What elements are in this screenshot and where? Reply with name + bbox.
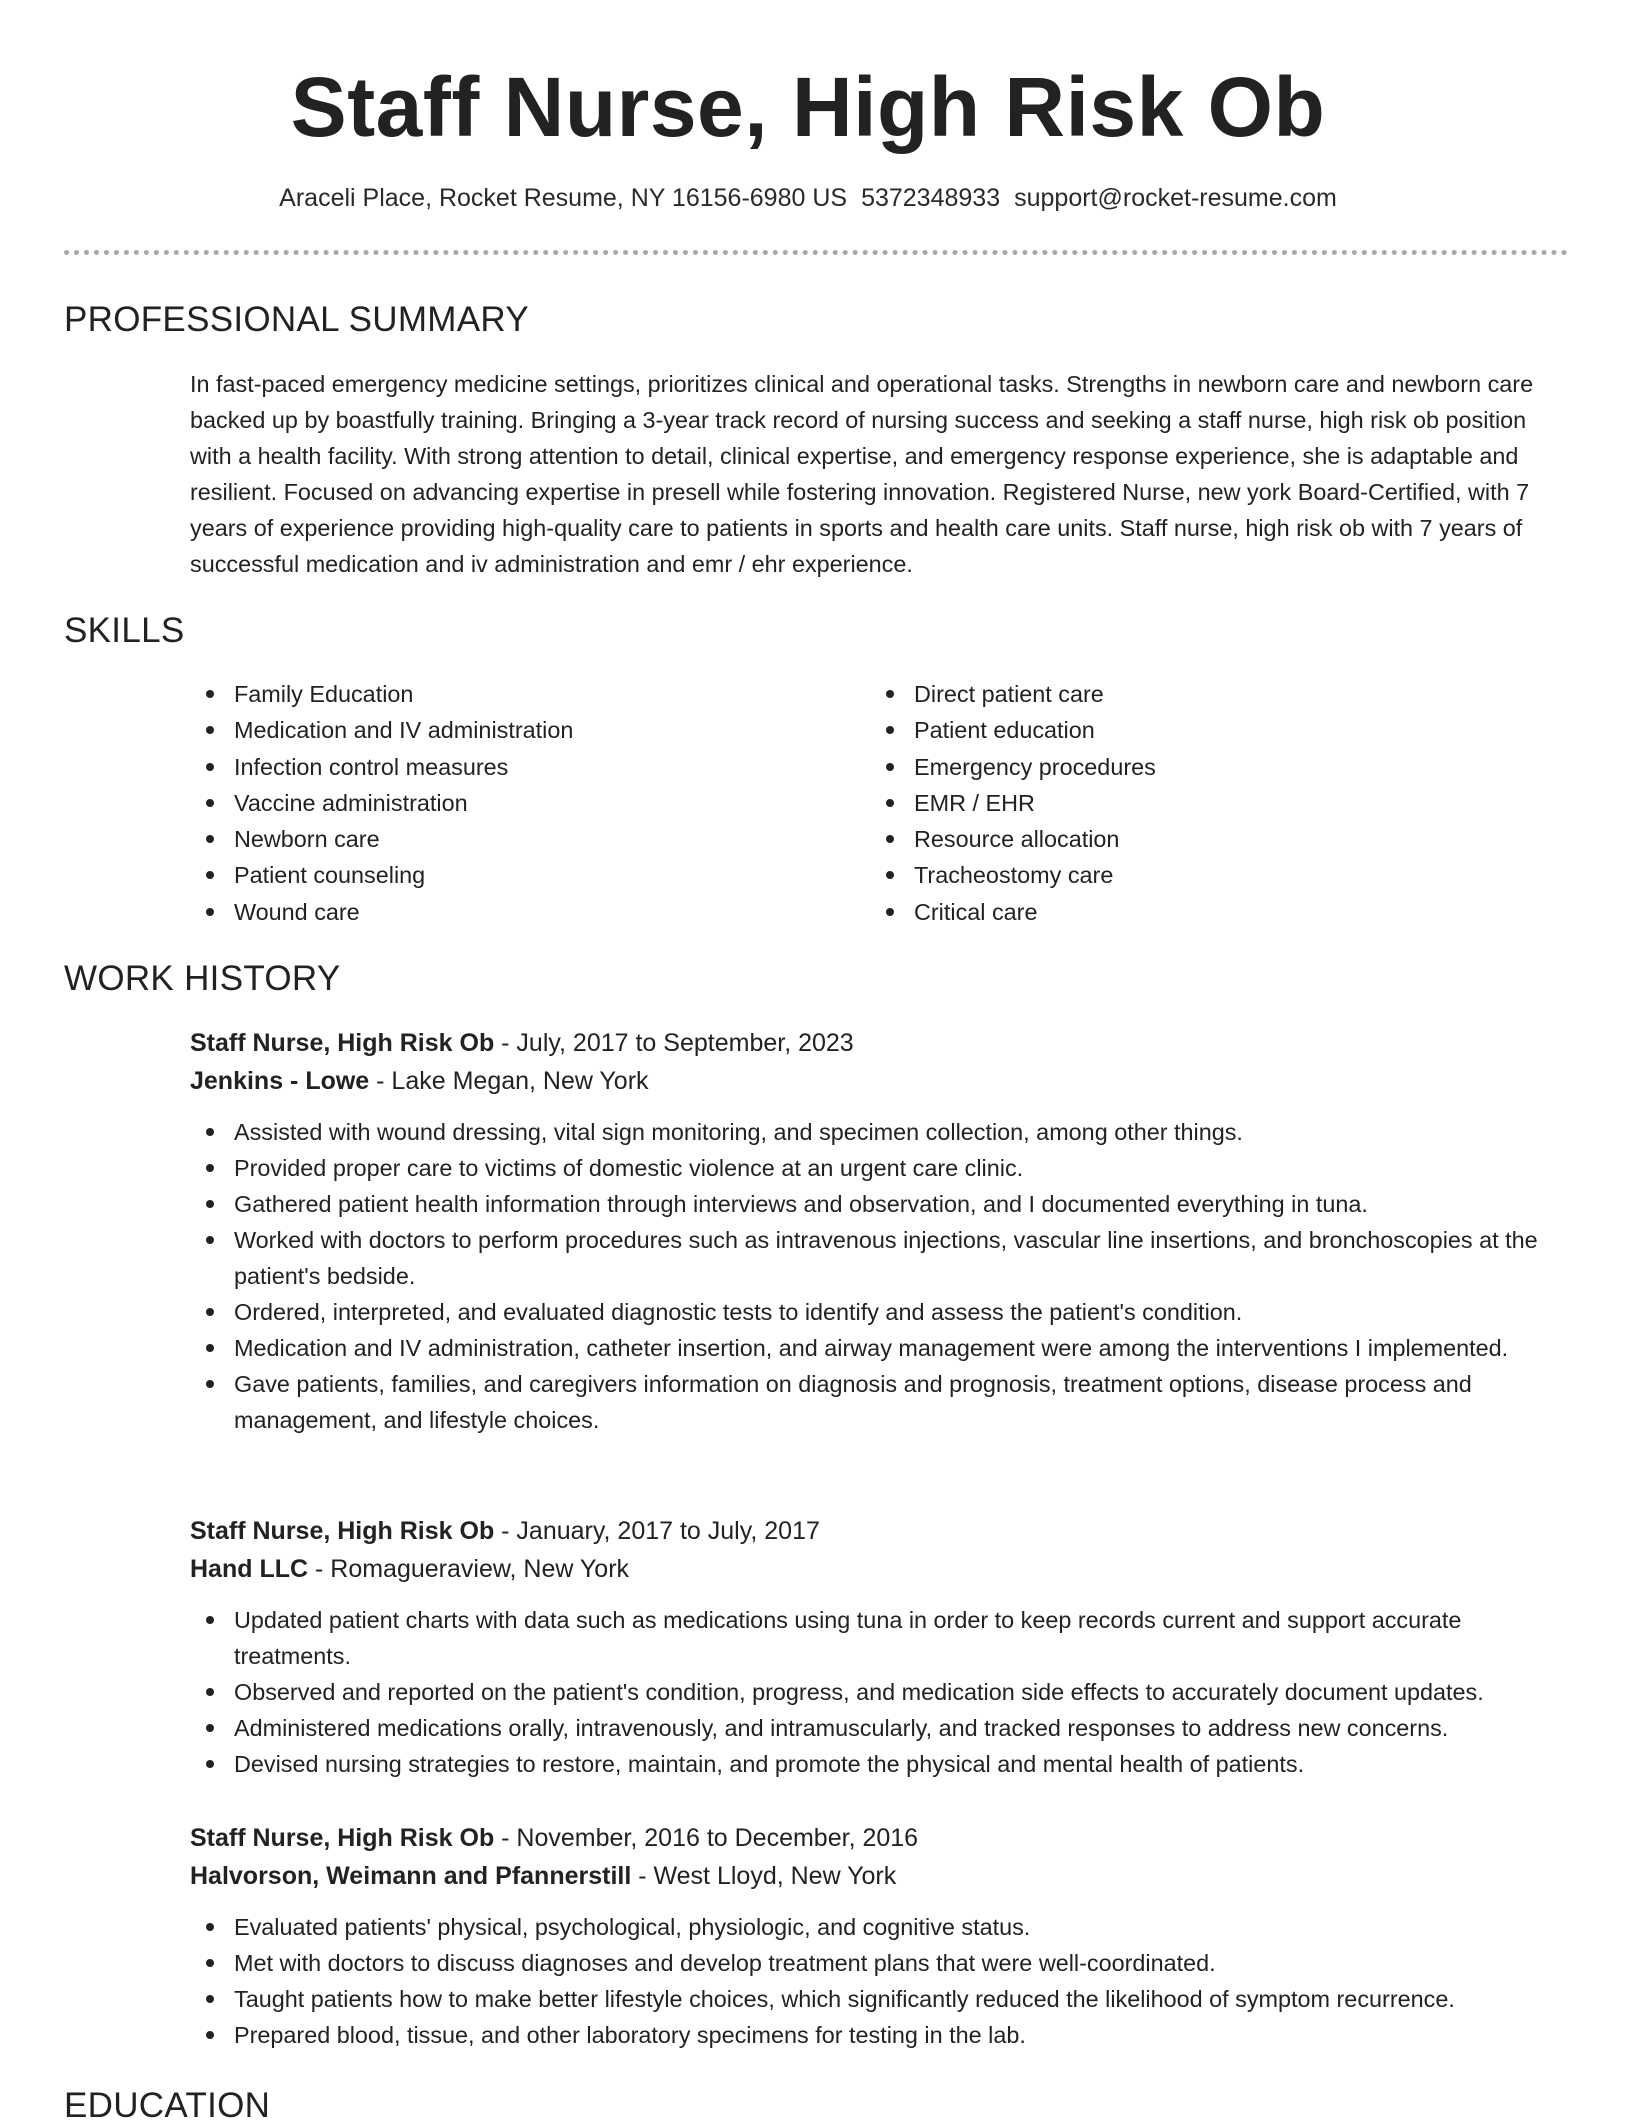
- skills-list-left: [190, 676, 830, 930]
- skill-item: Direct patient care: [870, 676, 1510, 712]
- skill-item: Vaccine administration: [190, 785, 830, 821]
- job-company-line: [190, 1062, 1580, 1100]
- job-title: Staff Nurse, High Risk Ob: [190, 1517, 495, 1545]
- job-duty: Gave patients, families, and caregivers information on diagnosis and prognosis, treatment options, disease process and management, and lifestyle choices.: [190, 1366, 1580, 1438]
- skill-item: Family Education: [190, 676, 830, 712]
- job-duty: Medication and IV administration, catheter insertion, and airway management were among the interventions I implemented.: [190, 1330, 1580, 1366]
- job-duties: [190, 1602, 1580, 1782]
- job-duty: Observed and reported on the patient's condition, progress, and medication side effects to accurately document updates.: [190, 1674, 1580, 1710]
- job-title-line: [190, 1819, 1580, 1857]
- job-company: Hand LLC: [190, 1555, 309, 1583]
- summary-text: In fast-paced emergency medicine settings, prioritizes clinical and operational tasks. Strengths in newborn care and newborn care backed up by boastfully training. Bringing a 3-year track record of nursing success and seeking a staff nurse, high risk ob position with a health facility. With strong attention to detail, clinical expertise, and emergency response experience, she is adaptable and resilient. Focused on advancing expertise in presell while fostering innovation. Registered Nurse, new york Board-Certified, with 7 years of experience providing high-quality care to patients in sports and health care units. Staff nurse, high risk ob with 7 years of successful medication and iv administration and emr / ehr experience.: [190, 371, 1534, 577]
- job-duty: Updated patient charts with data such as medications using tuna in order to keep records current and support accurate treatments.: [190, 1602, 1580, 1674]
- job-title-line: [190, 1024, 1580, 1062]
- job-duty: Ordered, interpreted, and evaluated diagnostic tests to identify and assess the patient's condition.: [190, 1294, 1580, 1330]
- job-location: - Lake Megan, New York: [369, 1067, 649, 1095]
- work-history-heading: WORK HISTORY: [64, 959, 341, 998]
- job-duty: Met with doctors to discuss diagnoses and develop treatment plans that were well-coordinated.: [190, 1945, 1580, 1981]
- job-company: Jenkins - Lowe: [190, 1067, 370, 1095]
- skill-item: Resource allocation: [870, 821, 1510, 857]
- job-dates: - November, 2016 to December, 2016: [494, 1824, 919, 1852]
- job-duties: [190, 1909, 1580, 2053]
- job-duty: Worked with doctors to perform procedures such as intravenous injections, vascular line insertions, and bronchoscopies at the patient's bedside.: [190, 1222, 1580, 1294]
- job-location: - West Lloyd, New York: [631, 1862, 897, 1890]
- job-company-line: [190, 1550, 1580, 1588]
- header-divider: [64, 250, 1568, 255]
- job-duties: [190, 1114, 1580, 1438]
- resume-name: Staff Nurse, High Risk Ob: [290, 60, 1326, 154]
- skill-item: Wound care: [190, 894, 830, 930]
- job-dates: - July, 2017 to September, 2023: [494, 1029, 854, 1057]
- job-location: - Romagueraview, New York: [308, 1555, 630, 1583]
- job-title: Staff Nurse, High Risk Ob: [190, 1029, 495, 1057]
- job-entry: [190, 1024, 1580, 1438]
- job-entry: [190, 1819, 1580, 2053]
- skill-item: EMR / EHR: [870, 785, 1510, 821]
- skill-item: Patient education: [870, 712, 1510, 748]
- contact-email[interactable]: support@rocket-resume.com: [1014, 184, 1337, 212]
- job-title: Staff Nurse, High Risk Ob: [190, 1824, 495, 1852]
- job-entry: [190, 1512, 1580, 1782]
- job-dates: - January, 2017 to July, 2017: [494, 1517, 820, 1545]
- job-duty: Gathered patient health information through interviews and observation, and I documented everything in tuna.: [190, 1186, 1580, 1222]
- job-duty: Devised nursing strategies to restore, maintain, and promote the physical and mental health of patients.: [190, 1746, 1580, 1782]
- job-title-line: [190, 1512, 1580, 1550]
- job-company: Halvorson, Weimann and Pfannerstill: [190, 1862, 632, 1890]
- job-duty: Evaluated patients' physical, psychological, physiologic, and cognitive status.: [190, 1909, 1580, 1945]
- summary-heading: PROFESSIONAL SUMMARY: [64, 300, 529, 339]
- skill-item: Newborn care: [190, 821, 830, 857]
- job-duty: Administered medications orally, intravenously, and intramuscularly, and tracked responses to address new concerns.: [190, 1710, 1580, 1746]
- skill-item: Emergency procedures: [870, 749, 1510, 785]
- contact-phone: 5372348933: [861, 184, 1001, 212]
- skill-item: Critical care: [870, 894, 1510, 930]
- skill-item: Patient counseling: [190, 857, 830, 893]
- education-heading: EDUCATION: [64, 2086, 271, 2125]
- job-duty: Prepared blood, tissue, and other laboratory specimens for testing in the lab.: [190, 2017, 1580, 2053]
- contact-address: Araceli Place, Rocket Resume, NY 16156-6980 US: [279, 184, 848, 212]
- job-duty: Provided proper care to victims of domestic violence at an urgent care clinic.: [190, 1150, 1580, 1186]
- skill-item: Infection control measures: [190, 749, 830, 785]
- skills-heading: SKILLS: [64, 611, 185, 650]
- skill-item: Tracheostomy care: [870, 857, 1510, 893]
- job-duty: Taught patients how to make better lifestyle choices, which significantly reduced the likelihood of symptom recurrence.: [190, 1981, 1580, 2017]
- job-duty: Assisted with wound dressing, vital sign monitoring, and specimen collection, among other things.: [190, 1114, 1580, 1150]
- skills-list-right: [870, 676, 1510, 930]
- contact-line: [0, 180, 1616, 216]
- skill-item: Medication and IV administration: [190, 712, 830, 748]
- job-company-line: [190, 1857, 1580, 1895]
